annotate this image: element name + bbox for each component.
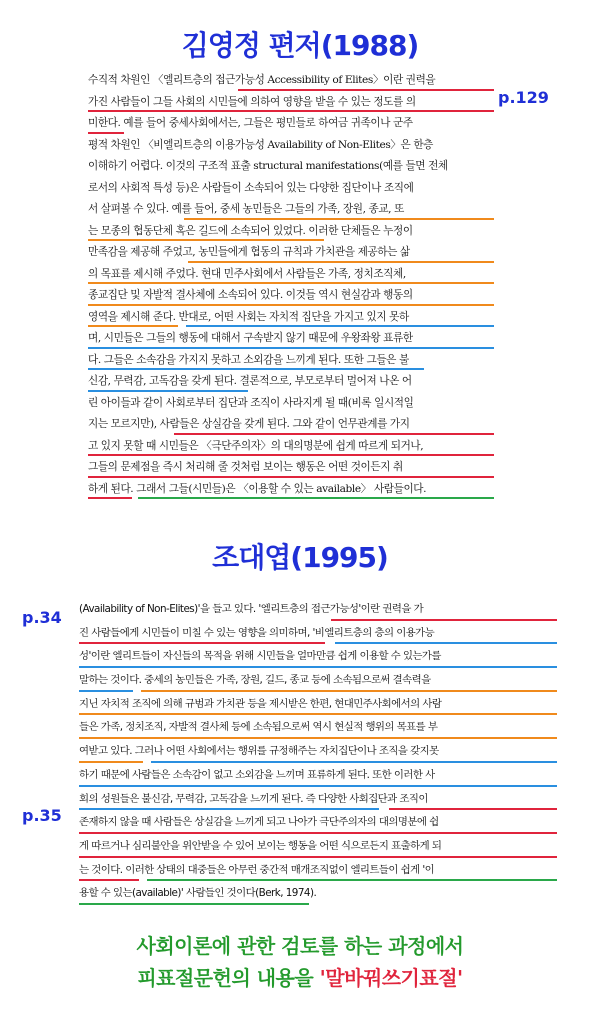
text-line: 는 것이다. 이러한 상태의 대중들은 아무런 중간적 매개조직없이 엘리트들이 쉽게 '이: [79, 859, 557, 883]
blue-underline: [88, 368, 424, 370]
text-line: 존재하지 않을 때 사람들은 상실감을 느끼게 되고 나아가 극단주의자의 대의명분에 쉽: [79, 811, 557, 835]
text-line: 만족감을 제공해 주었고, 농민들에게 협동의 규칙과 가치관을 제공하는 삶: [88, 242, 494, 264]
text-line: 가진 사람들이 그들 사회의 시민들에 의하여 영향을 받을 수 있는 정도를 의: [88, 92, 494, 114]
green-underline: [79, 903, 309, 905]
text-line: 말하는 것이다. 중세의 농민들은 가족, 장원, 길드, 종교 등에 소속됨으로써 결속력을: [79, 669, 557, 693]
text-line: 그들의 문제점을 즉시 처리해 줄 것처럼 보이는 행동은 어떤 것이든지 취: [88, 457, 494, 479]
blue-underline: [88, 390, 248, 392]
orange-underline: [88, 282, 494, 284]
text-line: 들은 가족, 정치조직, 자발적 결사체 등에 소속됨으로써 역시 현실적 행위의 목표를 부: [79, 716, 557, 740]
text-line: 서 살펴볼 수 있다. 예를 들어, 중세 농민들은 그들의 가족, 장원, 종교, 또: [88, 199, 494, 221]
text-line: 여받고 있다. 그러나 어떤 사회에서는 행위를 규정해주는 자치집단이나 조직을 갖지못: [79, 740, 557, 764]
footer-highlight: '말바꿔쓰기표절': [319, 966, 463, 990]
text-line: 고 있지 못할 때 시민들은 〈극단주의자〉의 대의명분에 쉽게 따르게 되거나,: [88, 436, 494, 458]
text-line: 하기 때문에 사람들은 소속감이 없고 소외감을 느끼며 표류하게 된다. 또한 이러한 사: [79, 764, 557, 788]
orange-underline: [184, 218, 494, 220]
blue-underline: [88, 347, 494, 349]
orange-underline: [88, 239, 324, 241]
text-line: 미한다. 예를 들어 중세사회에서는, 그들은 평민들로 하여금 귀족이나 군주: [88, 113, 494, 135]
text-line: 회의 성원들은 불신감, 무력감, 고독감을 느끼게 된다. 즉 다양한 사회집단과 조직이: [79, 788, 557, 812]
green-underline: [147, 879, 557, 881]
text-line: 이해하기 어렵다. 이것의 구조적 표출 structural manifestations(예를 들면 전체: [88, 160, 448, 172]
page-ref-35: p.35: [22, 806, 62, 825]
text-line: 게 따르거나 심리불안을 위안받을 수 있어 보이는 행동을 어떤 식으로든지 표출하게 되: [79, 835, 557, 859]
red-underline: [88, 454, 494, 456]
text-line: 영역을 제시해 준다. 반대로, 어떤 사회는 자치적 집단을 가지고 있지 못하: [88, 307, 494, 329]
orange-underline: [188, 261, 494, 263]
text-line: 지는 모르지만), 사람들은 상실감을 갖게 된다. 그와 같이 언무관계를 가지: [88, 414, 494, 436]
blue-underline: [186, 325, 494, 327]
red-underline: [88, 110, 494, 112]
red-underline: [79, 832, 557, 834]
text-line: 진 사람들에게 시민들이 미칠 수 있는 영향을 의미하며, '비엘리트층의 층의 이용가능: [79, 622, 557, 646]
blue-underline: [79, 690, 133, 692]
text-line: 용할 수 있는(available)' 사람들인 것이다(Berk, 1974).: [79, 882, 557, 906]
text-line: 평적 차원인 〈비엘리트층의 이용가능성 Availability of Non-Elites〉은 한층: [88, 138, 434, 151]
green-underline: [138, 497, 494, 499]
text-line: 수직적 차원인 〈엘리트층의 접근가능성 Accessibility of Elites〉이란 권력을: [88, 70, 494, 92]
blue-underline: [79, 666, 557, 668]
orange-underline: [88, 304, 494, 306]
footer-prefix: 피표절문헌의 내용을: [137, 966, 320, 990]
text-line: 종교집단 및 자발적 결사체에 소속되어 있다. 이것들 역시 현실감과 행동의: [88, 285, 494, 307]
text-line: 린 아이들과 같이 사회로부터 집단과 조직이 사라지게 될 때(비록 일시적일: [88, 396, 414, 409]
bottom-title: 조대엽(1995): [212, 541, 388, 574]
red-underline: [79, 879, 139, 881]
red-underline: [331, 619, 557, 621]
footer-line-2: [0, 962, 600, 991]
orange-underline: [79, 761, 143, 763]
orange-underline: [88, 325, 178, 327]
orange-underline: [79, 713, 557, 715]
blue-underline: [79, 785, 557, 787]
text-line: 성'이란 엘리트들이 자신들의 목적을 위해 시민들을 얼마만큼 쉽게 이용할 수 있는가를: [79, 645, 557, 669]
target-text-block: [79, 598, 557, 906]
orange-underline: [141, 690, 557, 692]
text-line: 다. 그들은 소속감을 가지지 못하고 소외감을 느끼게 된다. 또한 그들은 불: [88, 350, 494, 372]
footer-line-1: 사회이론에 관한 검토를 하는 과정에서: [136, 934, 464, 958]
text-line: 신감, 무력감, 고독감을 갖게 된다. 결론적으로, 부모로부터 멀어져 나온 어: [88, 371, 494, 393]
page-ref-129: p.129: [498, 88, 549, 107]
page-ref-34: p.34: [22, 608, 62, 627]
red-underline: [88, 476, 494, 478]
red-underline: [88, 497, 132, 499]
text-line: 는 모종의 협동단체 혹은 길드에 소속되어 있었다. 이러한 단체들은 누정이: [88, 221, 494, 243]
text-line: 로서의 사회적 특성 등)은 사람들이 소속되어 있는 다양한 집단이나 조직에: [88, 181, 414, 194]
text-line: 하게 된다. 그래서 그들(시민들)은 〈이용할 수 있는 available〉 사람들이다.: [88, 479, 494, 501]
blue-underline: [79, 808, 379, 810]
red-underline: [389, 808, 557, 810]
text-line: 의 목표를 제시해 주었다. 현대 민주사회에서 사람들은 가족, 정치조직체,: [88, 264, 494, 286]
red-underline: [88, 132, 124, 134]
top-title: 김영정 편저(1988): [181, 29, 419, 62]
blue-underline: [335, 642, 557, 644]
red-underline: [79, 642, 325, 644]
text-line: 며, 시민들은 그들의 행동에 대해서 구속받지 않기 때문에 우왕좌왕 표류한: [88, 328, 494, 350]
red-underline: [79, 856, 557, 858]
orange-underline: [79, 737, 557, 739]
red-underline: [238, 89, 494, 91]
text-line: 지닌 자치적 조직에 의해 규범과 가치관 등을 제시받은 한편, 현대민주사회에서의 사람: [79, 693, 557, 717]
blue-underline: [151, 761, 557, 763]
source-text-block: [88, 70, 494, 500]
red-underline: [174, 433, 494, 435]
text-line: (Availability of Non-Elites)'을 들고 있다. '엘리트층의 접근가능성'이란 권력을 가: [79, 598, 557, 622]
